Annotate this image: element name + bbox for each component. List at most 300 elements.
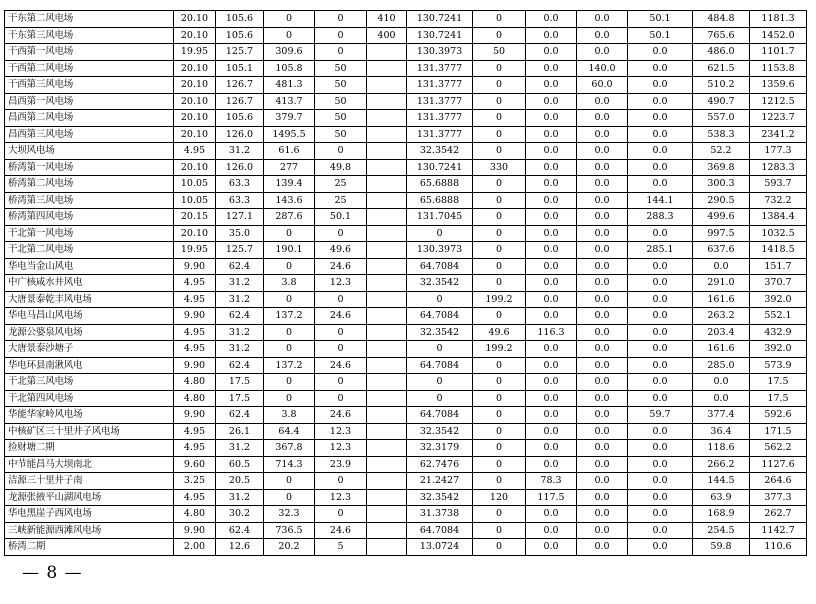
- value-cell: 20.10: [174, 27, 216, 44]
- value-cell: 21.2427: [407, 473, 473, 490]
- value-cell: 0: [264, 390, 315, 407]
- value-cell: 0: [473, 126, 526, 143]
- value-cell: 0: [473, 539, 526, 556]
- value-cell: 0: [315, 390, 367, 407]
- value-cell: [367, 539, 407, 556]
- value-cell: 0: [315, 324, 367, 341]
- value-cell: [367, 489, 407, 506]
- value-cell: 486.0: [693, 44, 750, 61]
- value-cell: 13.0724: [407, 539, 473, 556]
- value-cell: 0: [315, 27, 367, 44]
- value-cell: 0.0: [577, 539, 628, 556]
- value-cell: 0.0: [628, 390, 693, 407]
- value-cell: 0.0: [577, 176, 628, 193]
- value-cell: 1283.3: [750, 159, 807, 176]
- value-cell: 177.3: [750, 143, 807, 160]
- value-cell: 0.0: [577, 225, 628, 242]
- value-cell: 0.0: [526, 456, 577, 473]
- plant-name-cell: 捡财塘二期: [5, 440, 174, 457]
- table-row: [5, 522, 807, 539]
- value-cell: 379.7: [264, 110, 315, 127]
- value-cell: 0: [264, 291, 315, 308]
- value-cell: 0.0: [526, 110, 577, 127]
- value-cell: 110.6: [750, 539, 807, 556]
- value-cell: 637.6: [693, 242, 750, 259]
- value-cell: 573.9: [750, 357, 807, 374]
- value-cell: 557.0: [693, 110, 750, 127]
- value-cell: 50: [315, 77, 367, 94]
- value-cell: 9.90: [174, 357, 216, 374]
- plant-name-cell: 桥湾第三风电场: [5, 192, 174, 209]
- value-cell: 120: [473, 489, 526, 506]
- value-cell: [367, 225, 407, 242]
- value-cell: 0.0: [526, 539, 577, 556]
- value-cell: 31.2: [216, 341, 264, 358]
- value-cell: 0: [407, 291, 473, 308]
- value-cell: 137.2: [264, 308, 315, 325]
- value-cell: 0: [473, 192, 526, 209]
- value-cell: 0: [315, 143, 367, 160]
- value-cell: 4.95: [174, 324, 216, 341]
- value-cell: 765.6: [693, 27, 750, 44]
- value-cell: 0.0: [577, 489, 628, 506]
- value-cell: 0.0: [526, 423, 577, 440]
- value-cell: 0.0: [577, 209, 628, 226]
- value-cell: 0.0: [526, 225, 577, 242]
- value-cell: 36.4: [693, 423, 750, 440]
- value-cell: 0.0: [577, 143, 628, 160]
- value-cell: 64.7084: [407, 357, 473, 374]
- value-cell: 10.05: [174, 176, 216, 193]
- value-cell: 1452.0: [750, 27, 807, 44]
- value-cell: 3.25: [174, 473, 216, 490]
- value-cell: 199.2: [473, 341, 526, 358]
- value-cell: 0.0: [526, 258, 577, 275]
- value-cell: [367, 341, 407, 358]
- value-cell: 24.6: [315, 407, 367, 424]
- value-cell: 118.6: [693, 440, 750, 457]
- value-cell: [367, 44, 407, 61]
- plant-name-cell: 华电环县南湫风电: [5, 357, 174, 374]
- value-cell: 0.0: [526, 522, 577, 539]
- value-cell: 0.0: [628, 308, 693, 325]
- value-cell: 0.0: [526, 308, 577, 325]
- value-cell: [367, 93, 407, 110]
- table-row: [5, 159, 807, 176]
- value-cell: 50.1: [628, 11, 693, 28]
- table-row: [5, 110, 807, 127]
- value-cell: 0.0: [577, 159, 628, 176]
- value-cell: 62.4: [216, 522, 264, 539]
- table-row: [5, 209, 807, 226]
- value-cell: 4.95: [174, 275, 216, 292]
- value-cell: 49.6: [315, 242, 367, 259]
- value-cell: 64.7084: [407, 308, 473, 325]
- value-cell: 127.1: [216, 209, 264, 226]
- value-cell: 0.0: [628, 489, 693, 506]
- value-cell: 116.3: [526, 324, 577, 341]
- value-cell: 17.5: [750, 374, 807, 391]
- value-cell: 12.6: [216, 539, 264, 556]
- table-row: [5, 423, 807, 440]
- table-row: [5, 308, 807, 325]
- value-cell: 370.7: [750, 275, 807, 292]
- value-cell: 105.6: [216, 27, 264, 44]
- table-row: [5, 456, 807, 473]
- plant-name-cell: 龙源公婆泉风电场: [5, 324, 174, 341]
- value-cell: 538.3: [693, 126, 750, 143]
- value-cell: 0.0: [526, 440, 577, 457]
- value-cell: 0.0: [526, 275, 577, 292]
- value-cell: 0.0: [628, 473, 693, 490]
- value-cell: 4.80: [174, 374, 216, 391]
- value-cell: 59.8: [693, 539, 750, 556]
- value-cell: 31.2: [216, 275, 264, 292]
- value-cell: 0.0: [628, 44, 693, 61]
- value-cell: 17.5: [216, 390, 264, 407]
- value-cell: 510.2: [693, 77, 750, 94]
- value-cell: 0.0: [577, 473, 628, 490]
- value-cell: 64.4: [264, 423, 315, 440]
- value-cell: 0: [473, 110, 526, 127]
- table-row: [5, 225, 807, 242]
- value-cell: 125.7: [216, 242, 264, 259]
- value-cell: 78.3: [526, 473, 577, 490]
- value-cell: 0.0: [628, 456, 693, 473]
- value-cell: 10.05: [174, 192, 216, 209]
- value-cell: 0: [315, 225, 367, 242]
- value-cell: 168.9: [693, 506, 750, 523]
- value-cell: 35.0: [216, 225, 264, 242]
- plant-name-cell: 三峡新能源西滩风电场: [5, 522, 174, 539]
- value-cell: 0: [264, 341, 315, 358]
- value-cell: 4.95: [174, 341, 216, 358]
- value-cell: 3.8: [264, 275, 315, 292]
- value-cell: 0.0: [577, 192, 628, 209]
- value-cell: [367, 242, 407, 259]
- value-cell: 126.0: [216, 159, 264, 176]
- value-cell: 31.2: [216, 324, 264, 341]
- value-cell: 0.0: [577, 324, 628, 341]
- value-cell: 732.2: [750, 192, 807, 209]
- value-cell: 0: [264, 11, 315, 28]
- value-cell: 0.0: [628, 225, 693, 242]
- value-cell: 32.3542: [407, 143, 473, 160]
- value-cell: 0: [473, 390, 526, 407]
- value-cell: 0: [473, 473, 526, 490]
- value-cell: 0.0: [628, 60, 693, 77]
- value-cell: 32.3: [264, 506, 315, 523]
- value-cell: 4.80: [174, 506, 216, 523]
- value-cell: 0: [473, 506, 526, 523]
- value-cell: 1032.5: [750, 225, 807, 242]
- value-cell: 161.6: [693, 341, 750, 358]
- value-cell: 20.2: [264, 539, 315, 556]
- value-cell: 0: [473, 374, 526, 391]
- value-cell: 65.6888: [407, 192, 473, 209]
- value-cell: [367, 473, 407, 490]
- value-cell: 32.3542: [407, 324, 473, 341]
- value-cell: 0.0: [526, 192, 577, 209]
- plant-name-cell: 大唐景泰沙塘子: [5, 341, 174, 358]
- value-cell: 64.7084: [407, 407, 473, 424]
- value-cell: 0: [264, 225, 315, 242]
- plant-name-cell: 干北第三风电场: [5, 374, 174, 391]
- value-cell: 50: [315, 110, 367, 127]
- plant-name-cell: 华电当金山风电: [5, 258, 174, 275]
- value-cell: 1223.7: [750, 110, 807, 127]
- value-cell: 0: [473, 77, 526, 94]
- value-cell: 369.8: [693, 159, 750, 176]
- table-row: [5, 357, 807, 374]
- value-cell: 20.10: [174, 11, 216, 28]
- page-number: — 8 —: [22, 563, 83, 583]
- plant-name-cell: 干北第四风电场: [5, 390, 174, 407]
- value-cell: 17.5: [750, 390, 807, 407]
- value-cell: 285.1: [628, 242, 693, 259]
- value-cell: 290.5: [693, 192, 750, 209]
- table-body: [5, 11, 807, 556]
- value-cell: 26.1: [216, 423, 264, 440]
- value-cell: 62.4: [216, 258, 264, 275]
- plant-name-cell: 桥湾第四风电场: [5, 209, 174, 226]
- value-cell: 62.4: [216, 308, 264, 325]
- plant-name-cell: 干西第一风电场: [5, 44, 174, 61]
- value-cell: 0.0: [577, 390, 628, 407]
- value-cell: 377.3: [750, 489, 807, 506]
- value-cell: 5: [315, 539, 367, 556]
- table-row: [5, 126, 807, 143]
- value-cell: 203.4: [693, 324, 750, 341]
- value-cell: 0: [315, 11, 367, 28]
- value-cell: 285.0: [693, 357, 750, 374]
- value-cell: 0: [315, 341, 367, 358]
- table-row: [5, 60, 807, 77]
- value-cell: 0.0: [628, 258, 693, 275]
- value-cell: [367, 324, 407, 341]
- value-cell: [367, 110, 407, 127]
- value-cell: 0: [407, 341, 473, 358]
- value-cell: 0.0: [577, 242, 628, 259]
- plant-name-cell: 干西第三风电场: [5, 77, 174, 94]
- value-cell: 0: [473, 423, 526, 440]
- value-cell: [367, 192, 407, 209]
- plant-name-cell: 洁源三十里井子南: [5, 473, 174, 490]
- value-cell: 0.0: [526, 77, 577, 94]
- table-row: [5, 275, 807, 292]
- value-cell: 0.0: [628, 440, 693, 457]
- value-cell: 19.95: [174, 44, 216, 61]
- value-cell: 0.0: [628, 93, 693, 110]
- value-cell: 50.1: [628, 27, 693, 44]
- value-cell: 49.6: [473, 324, 526, 341]
- value-cell: 131.3777: [407, 126, 473, 143]
- value-cell: 0.0: [526, 126, 577, 143]
- value-cell: 0: [473, 176, 526, 193]
- table-row: [5, 258, 807, 275]
- table-row: [5, 390, 807, 407]
- plant-name-cell: 昌西第二风电场: [5, 110, 174, 127]
- value-cell: 0.0: [526, 159, 577, 176]
- table-row: [5, 291, 807, 308]
- table-row: [5, 374, 807, 391]
- value-cell: 0.0: [577, 341, 628, 358]
- value-cell: 714.3: [264, 456, 315, 473]
- value-cell: 9.90: [174, 308, 216, 325]
- value-cell: 2.00: [174, 539, 216, 556]
- value-cell: 0.0: [526, 341, 577, 358]
- value-cell: 0.0: [577, 357, 628, 374]
- value-cell: 20.10: [174, 225, 216, 242]
- value-cell: 0: [264, 473, 315, 490]
- value-cell: 490.7: [693, 93, 750, 110]
- value-cell: 9.90: [174, 407, 216, 424]
- value-cell: [367, 77, 407, 94]
- value-cell: 50: [315, 126, 367, 143]
- table-row: [5, 27, 807, 44]
- value-cell: 266.2: [693, 456, 750, 473]
- value-cell: 0: [264, 489, 315, 506]
- value-cell: [367, 440, 407, 457]
- value-cell: 0.0: [628, 176, 693, 193]
- value-cell: 151.7: [750, 258, 807, 275]
- value-cell: 62.4: [216, 357, 264, 374]
- value-cell: 1153.8: [750, 60, 807, 77]
- value-cell: 62.7476: [407, 456, 473, 473]
- value-cell: 1359.6: [750, 77, 807, 94]
- plant-name-cell: 大坝风电场: [5, 143, 174, 160]
- value-cell: 0.0: [628, 126, 693, 143]
- value-cell: 0.0: [577, 275, 628, 292]
- value-cell: 287.6: [264, 209, 315, 226]
- value-cell: [367, 258, 407, 275]
- table-row: [5, 341, 807, 358]
- value-cell: [367, 390, 407, 407]
- value-cell: 161.6: [693, 291, 750, 308]
- value-cell: 126.7: [216, 93, 264, 110]
- value-cell: 25: [315, 192, 367, 209]
- value-cell: 377.4: [693, 407, 750, 424]
- value-cell: 190.1: [264, 242, 315, 259]
- value-cell: 0.0: [526, 60, 577, 77]
- value-cell: 0.0: [628, 159, 693, 176]
- table-row: [5, 242, 807, 259]
- value-cell: 0.0: [577, 258, 628, 275]
- value-cell: 12.3: [315, 440, 367, 457]
- value-cell: 63.9: [693, 489, 750, 506]
- value-cell: 63.3: [216, 192, 264, 209]
- value-cell: 0.0: [628, 374, 693, 391]
- value-cell: 593.7: [750, 176, 807, 193]
- value-cell: 171.5: [750, 423, 807, 440]
- plant-name-cell: 干北第二风电场: [5, 242, 174, 259]
- value-cell: [367, 456, 407, 473]
- value-cell: 130.7241: [407, 27, 473, 44]
- table-row: [5, 407, 807, 424]
- value-cell: 125.7: [216, 44, 264, 61]
- plant-name-cell: 昌西第一风电场: [5, 93, 174, 110]
- table-row: [5, 473, 807, 490]
- value-cell: 0.0: [628, 423, 693, 440]
- table-row: [5, 93, 807, 110]
- value-cell: 0.0: [577, 440, 628, 457]
- value-cell: 0: [473, 440, 526, 457]
- value-cell: 0.0: [577, 93, 628, 110]
- value-cell: 0.0: [577, 44, 628, 61]
- value-cell: 432.9: [750, 324, 807, 341]
- value-cell: 20.10: [174, 60, 216, 77]
- plant-name-cell: 桥湾第二风电场: [5, 176, 174, 193]
- value-cell: [367, 308, 407, 325]
- value-cell: 0: [473, 11, 526, 28]
- value-cell: 0: [473, 275, 526, 292]
- value-cell: 0.0: [526, 44, 577, 61]
- value-cell: 105.1: [216, 60, 264, 77]
- value-cell: 0: [315, 506, 367, 523]
- value-cell: 0.0: [526, 407, 577, 424]
- value-cell: 23.9: [315, 456, 367, 473]
- value-cell: 2341.2: [750, 126, 807, 143]
- value-cell: 20.15: [174, 209, 216, 226]
- value-cell: 264.6: [750, 473, 807, 490]
- value-cell: 1181.3: [750, 11, 807, 28]
- value-cell: 367.8: [264, 440, 315, 457]
- value-cell: 105.6: [216, 110, 264, 127]
- value-cell: 50: [315, 93, 367, 110]
- table-row: [5, 143, 807, 160]
- value-cell: 63.3: [216, 176, 264, 193]
- value-cell: [367, 407, 407, 424]
- plant-name-cell: 昌西第三风电场: [5, 126, 174, 143]
- value-cell: 24.6: [315, 357, 367, 374]
- value-cell: 0: [473, 242, 526, 259]
- value-cell: [367, 126, 407, 143]
- value-cell: 0.0: [628, 357, 693, 374]
- value-cell: 0: [407, 374, 473, 391]
- value-cell: [367, 209, 407, 226]
- value-cell: [367, 143, 407, 160]
- power-plant-table: [4, 10, 807, 556]
- value-cell: 0.0: [628, 522, 693, 539]
- value-cell: 1212.5: [750, 93, 807, 110]
- value-cell: 1418.5: [750, 242, 807, 259]
- value-cell: 126.0: [216, 126, 264, 143]
- value-cell: 30.2: [216, 506, 264, 523]
- plant-name-cell: 中广核咸水井风电: [5, 275, 174, 292]
- plant-name-cell: 干北第一风电场: [5, 225, 174, 242]
- value-cell: 291.0: [693, 275, 750, 292]
- value-cell: 0: [264, 258, 315, 275]
- table-row: [5, 44, 807, 61]
- table-row: [5, 506, 807, 523]
- value-cell: 0.0: [628, 341, 693, 358]
- value-cell: 105.6: [216, 11, 264, 28]
- value-cell: 392.0: [750, 341, 807, 358]
- value-cell: 254.5: [693, 522, 750, 539]
- value-cell: 126.7: [216, 77, 264, 94]
- value-cell: 0: [473, 225, 526, 242]
- value-cell: 621.5: [693, 60, 750, 77]
- value-cell: 4.95: [174, 143, 216, 160]
- value-cell: 400: [367, 27, 407, 44]
- value-cell: 263.2: [693, 308, 750, 325]
- value-cell: 0: [264, 27, 315, 44]
- value-cell: 0.0: [526, 506, 577, 523]
- value-cell: 20.10: [174, 126, 216, 143]
- value-cell: 0.0: [628, 110, 693, 127]
- value-cell: 1127.6: [750, 456, 807, 473]
- value-cell: 0: [473, 143, 526, 160]
